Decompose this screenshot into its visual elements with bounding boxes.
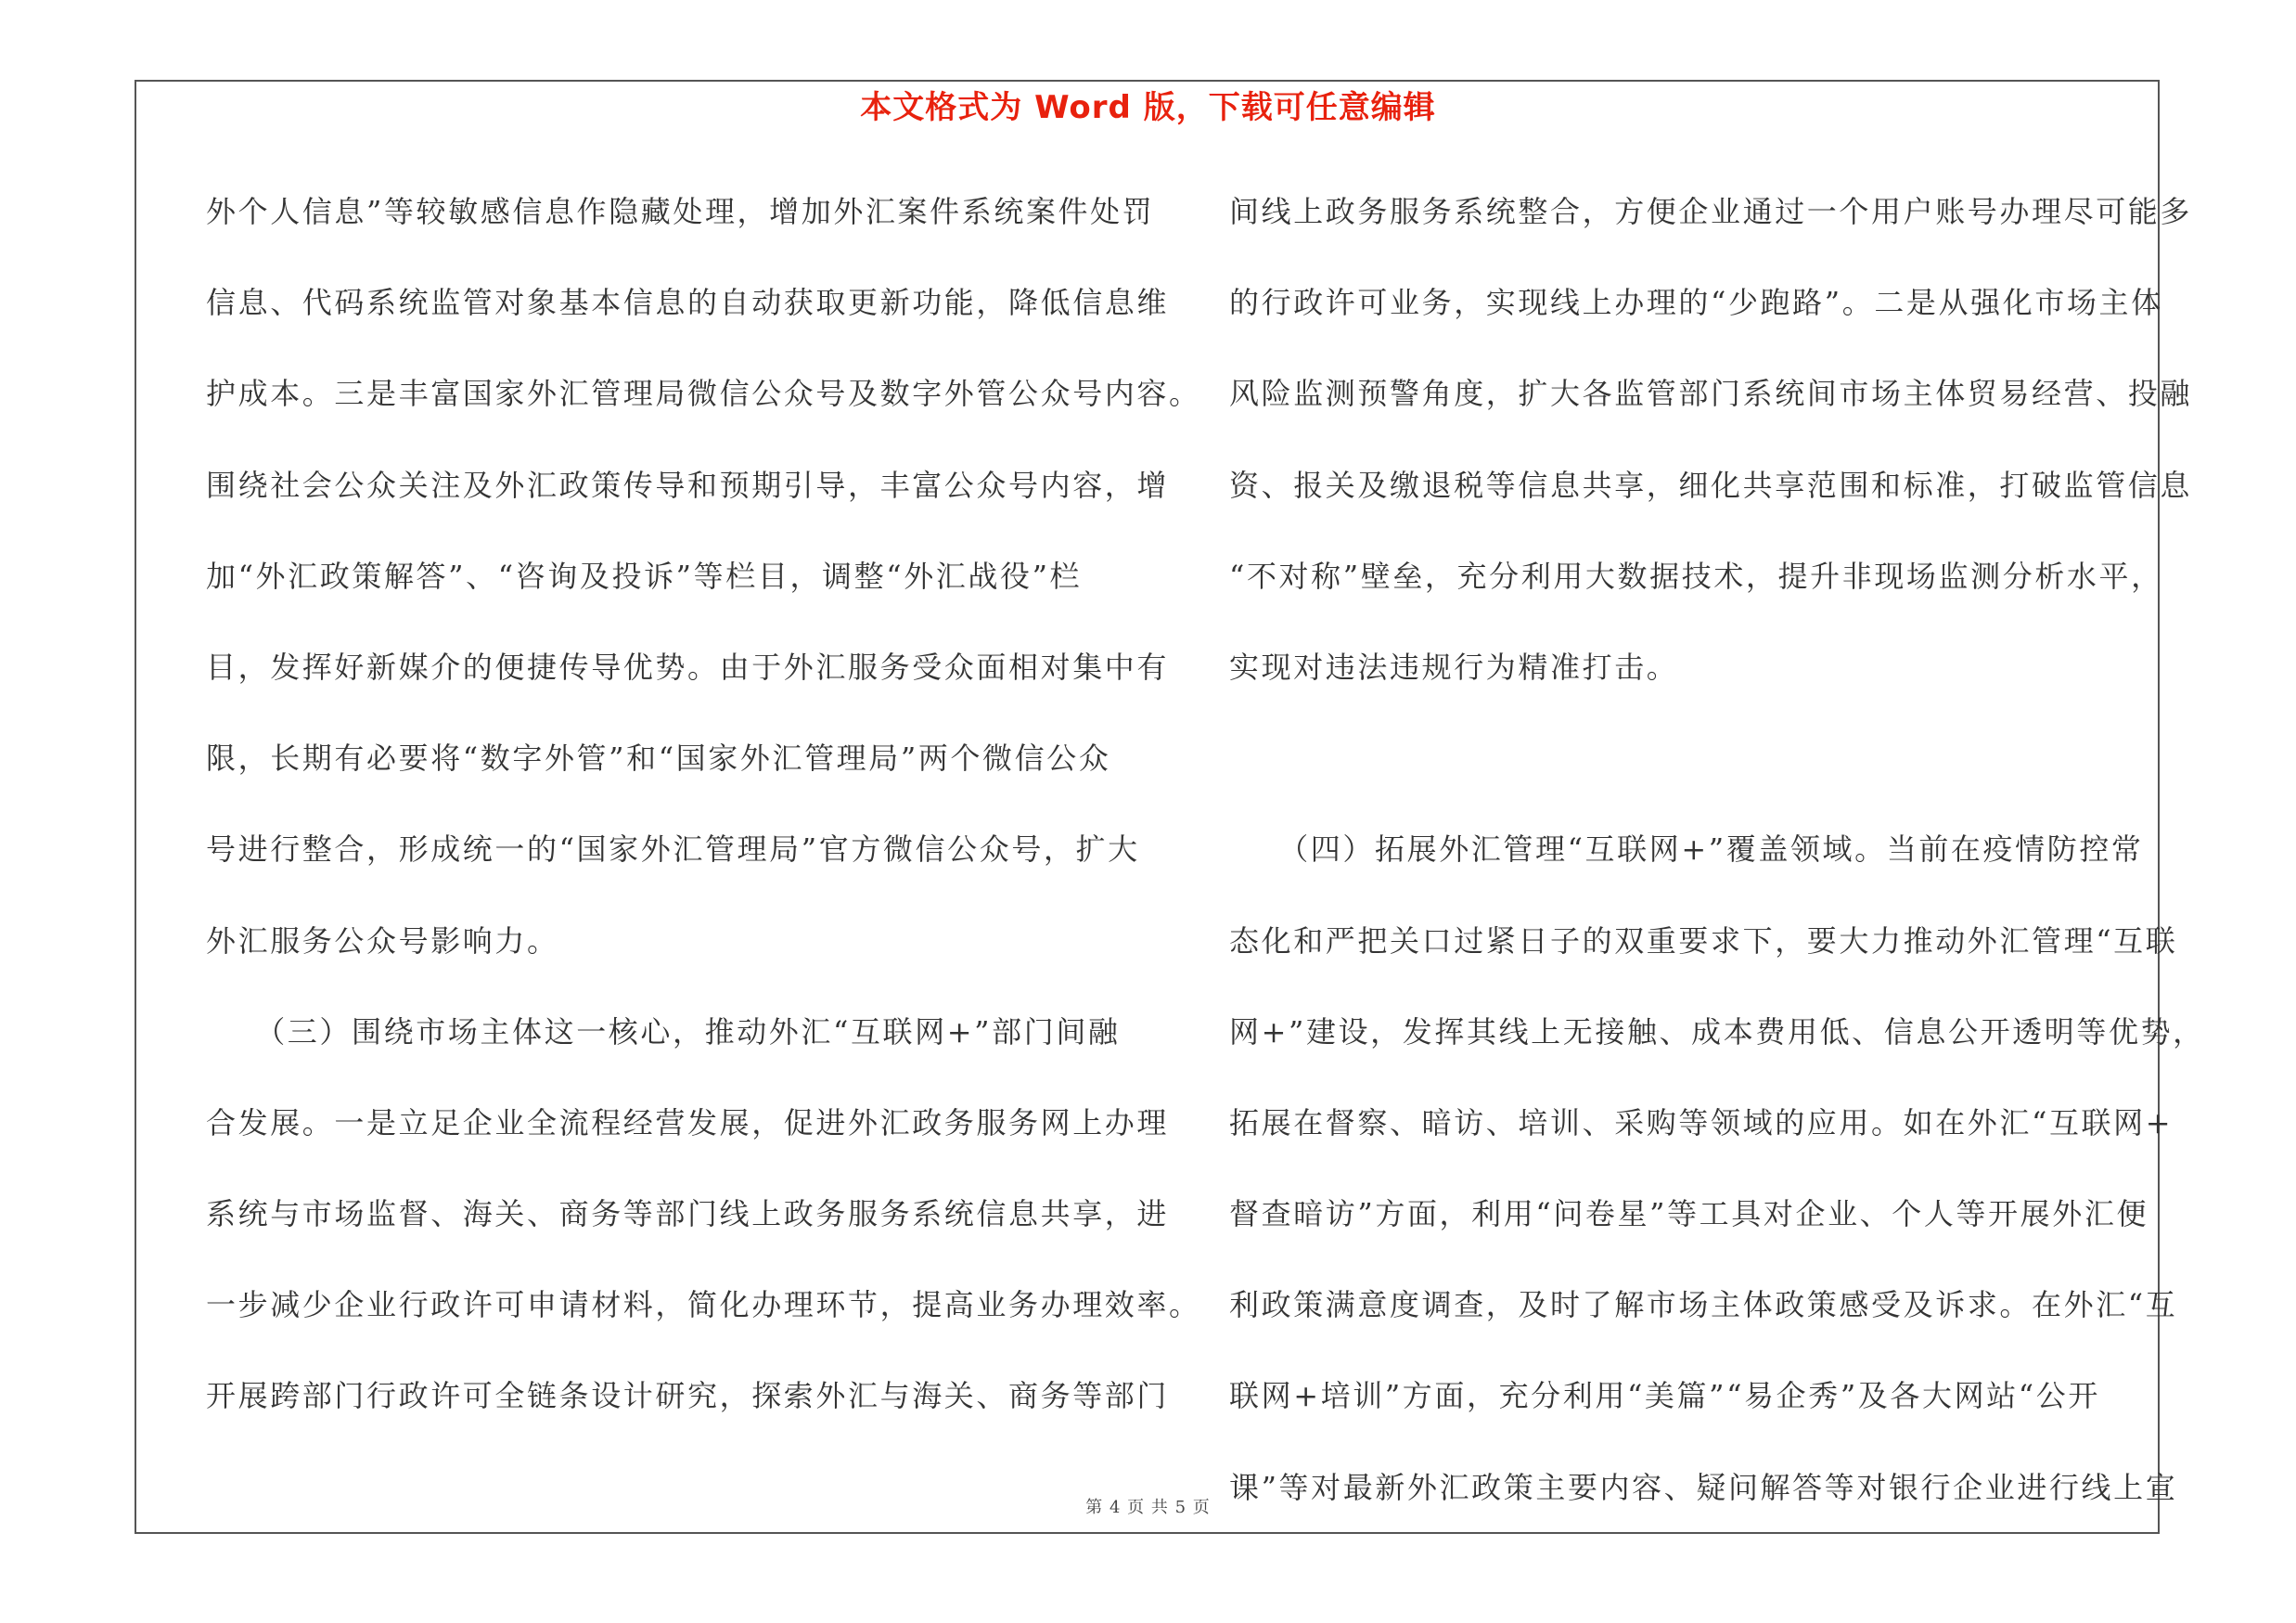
text-line: 资、报关及缴退税等信息共享，细化共享范围和标准，打破监管信息	[1229, 467, 2193, 503]
text-line: 的行政许可业务，实现线上办理的“少跑路”。二是从强化市场主体	[1229, 285, 2163, 321]
text-line: 一步减少企业行政许可申请材料，简化办理环节，提高业务办理效率。	[206, 1287, 1201, 1323]
text-line: 护成本。三是丰富国家外汇管理局微信公众号及数字外管公众号内容。	[206, 376, 1201, 412]
text-line: （四）拓展外汇管理“互联网+”覆盖领域。当前在疫情防控常	[1229, 831, 2144, 868]
text-line: 围绕社会公众关注及外汇政策传导和预期引导，丰富公众号内容，增	[206, 467, 1170, 503]
text-line: 实现对违法违规行为精准打击。	[1229, 649, 1679, 685]
text-line: （三）围绕市场主体这一核心，推动外汇“互联网+”部门间融	[206, 1013, 1121, 1050]
text-line: 拓展在督察、暗访、培训、采购等领域的应用。如在外汇“互联网+	[1229, 1104, 2174, 1140]
text-line: 目，发挥好新媒介的便捷传导优势。由于外汇服务受众面相对集中有	[206, 649, 1170, 685]
left-text-column	[206, 186, 1201, 1462]
text-line: 开展跨部门行政许可全链条设计研究，探索外汇与海关、商务等部门	[206, 1378, 1170, 1414]
text-line: 号进行整合，形成统一的“国家外汇管理局”官方微信公众号，扩大	[206, 831, 1140, 868]
page-number-footer: 第 4 页 共 5 页	[1085, 1498, 1211, 1517]
text-line: 课”等对最新外汇政策主要内容、疑问解答等对银行企业进行线上宣	[1229, 1469, 2178, 1505]
text-line: 督查暗访”方面，利用“问卷星”等工具对企业、个人等开展外汇便	[1229, 1196, 2149, 1232]
text-line: 态化和严把关口过紧日子的双重要求下，要大力推动外汇管理“互联	[1229, 922, 2178, 959]
text-line: 风险监测预警角度，扩大各监管部门系统间市场主体贸易经营、投融	[1229, 376, 2193, 412]
text-line: 信息、代码系统监管对象基本信息的自动获取更新功能，降低信息维	[206, 285, 1170, 321]
text-line: 网+”建设，发挥其线上无接触、成本费用低、信息公开透明等优势，	[1229, 1013, 2205, 1050]
word-format-banner: 本文格式为 Word 版，下载可任意编辑	[860, 89, 1436, 126]
text-line: 利政策满意度调查，及时了解市场主体政策感受及诉求。在外汇“互	[1229, 1287, 2178, 1323]
text-line: 外汇服务公众号影响力。	[206, 922, 559, 959]
text-line	[1229, 732, 2166, 823]
right-text-column	[1229, 186, 2205, 1552]
text-line: 加“外汇政策解答”、“咨询及投诉”等栏目，调整“外汇战役”栏	[206, 558, 1083, 594]
text-line: 合发展。一是立足企业全流程经营发展，促进外汇政务服务网上办理	[206, 1104, 1170, 1140]
text-line: 外个人信息”等较敏感信息作隐藏处理，增加外汇案件系统案件处罚	[206, 194, 1155, 229]
text-line: 限，长期有必要将“数字外管”和“国家外汇管理局”两个微信公众	[206, 741, 1111, 777]
text-line: 系统与市场监督、海关、商务等部门线上政务服务系统信息共享，进	[206, 1196, 1170, 1232]
text-line: 间线上政务服务系统整合，方便企业通过一个用户账号办理尽可能多	[1229, 194, 2193, 229]
text-line: 联网+培训”方面，充分利用“美篇”“易企秀”及各大网站“公开	[1229, 1378, 2100, 1414]
text-line: “不对称”壁垒，充分利用大数据技术，提升非现场监测分析水平，	[1229, 558, 2163, 594]
